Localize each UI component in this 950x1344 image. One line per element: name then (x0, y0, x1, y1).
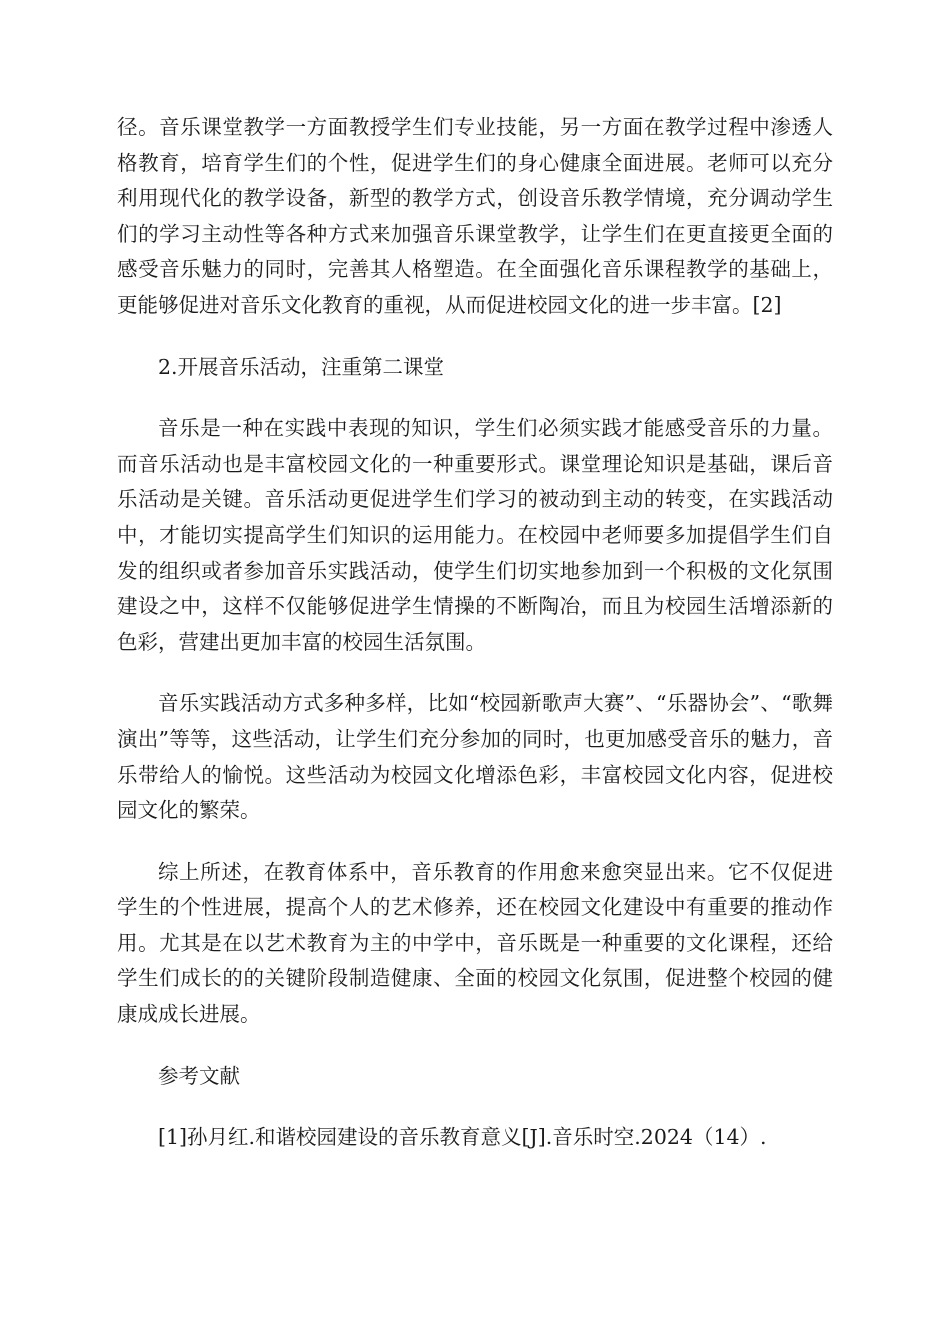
body-paragraph-continued: 径。音乐课堂教学一方面教授学生们专业技能，另一方面在教学过程中渗透人格教育，培育学生们的个性，促进学生们的身心健康全面进展。老师可以充分利用现代化的教学设备，新型的教学方式，创设音乐教学情境，充分调动学生们的学习主动性等各种方式来加强音乐课堂教学，让学生们在更直接更全面的感受音乐魅力的同时，完善其人格塑造。在全面强化音乐课程教学的基础上，更能够促进对音乐文化教育的重视，从而促进校园文化的进一步丰富。[2] (117, 115, 833, 317)
reference-item: [1]孙月红.和谐校园建设的音乐教育意义[J].音乐时空.2024（14）. (158, 1125, 767, 1150)
references-heading: 参考文献 (158, 1063, 240, 1088)
section-heading: 2.开展音乐活动，注重第二课堂 (158, 354, 445, 379)
body-paragraph: 音乐是一种在实践中表现的知识，学生们必须实践才能感受音乐的力量。而音乐活动也是丰富校园文化的一种重要形式。课堂理论知识是基础，课后音乐活动是关键。音乐活动更促进学生们学习的被动到主动的转变，在实践活动中，才能切实提高学生们知识的运用能力。在校园中老师要多加提倡学生们自发的组织或者参加音乐实践活动，使学生们切实地参加到一个积极的文化氛围建设之中，这样不仅能够促进学生情操的不断陶冶，而且为校园生活增添新的色彩，营建出更加丰富的校园生活氛围。 (117, 416, 833, 654)
conclusion-paragraph: 综上所述，在教育体系中，音乐教育的作用愈来愈突显出来。它不仅促进学生的个性进展，提高个人的艺术修养，还在校园文化建设中有重要的推动作用。尤其是在以艺术教育为主的中学中，音乐既是一种重要的文化课程，还给学生们成长的的关键阶段制造健康、全面的校园文化氛围，促进整个校园的健康成成长进展。 (117, 859, 833, 1027)
body-paragraph: 音乐实践活动方式多种多样，比如“校园新歌声大赛”、“乐器协会”、“歌舞演出”等等，这些活动，让学生们充分参加的同时，也更加感受音乐的魅力，音乐带给人的愉悦。这些活动为校园文化增添色彩，丰富校园文化内容，促进校园文化的繁荣。 (117, 691, 833, 823)
document-body (117, 110, 833, 1182)
